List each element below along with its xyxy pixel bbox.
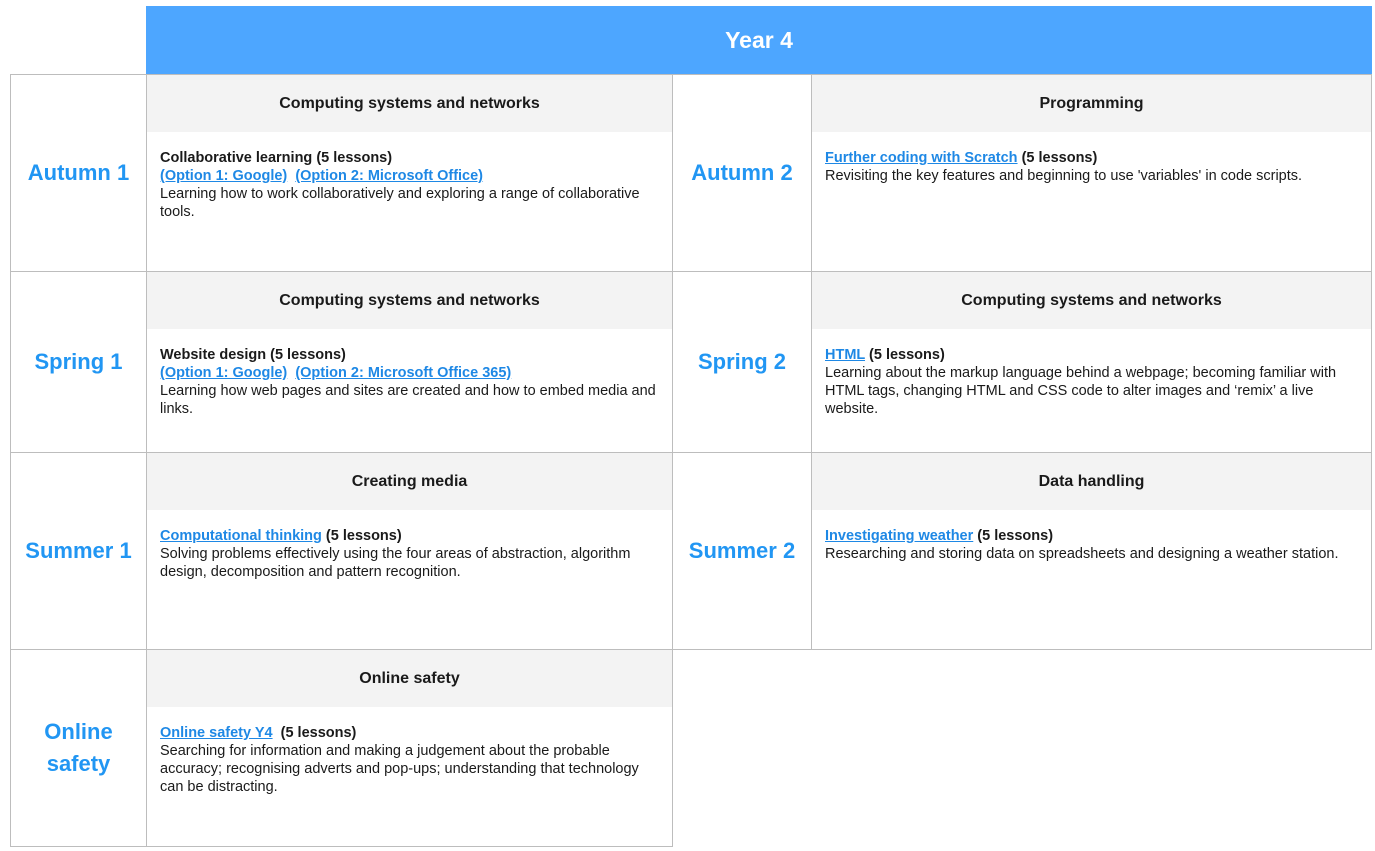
term-label-spring-2: Spring 2 xyxy=(672,271,812,453)
computational-thinking-link[interactable]: Computational thinking xyxy=(160,528,322,544)
year-header xyxy=(146,6,1372,74)
strand-heading: Computing systems and networks xyxy=(812,272,1371,329)
unit-cell-autumn-2 xyxy=(811,74,1372,272)
option-1-google-link[interactable]: (Option 1: Google) xyxy=(160,168,288,184)
online-safety-y4-link[interactable]: Online safety Y4 xyxy=(160,725,273,741)
term-label-summer-1: Summer 1 xyxy=(10,452,147,650)
unit-cell-autumn-1 xyxy=(146,74,673,272)
further-coding-scratch-link[interactable]: Further coding with Scratch xyxy=(825,150,1018,166)
option-2-microsoft-link[interactable]: (Option 2: Microsoft Office 365) xyxy=(295,365,512,381)
lesson-count: (5 lessons) xyxy=(1017,150,1098,166)
lesson-count: (5 lessons) xyxy=(312,150,393,166)
unit-description: Revisiting the key features and beginning to use 'variables' in code scripts. xyxy=(825,168,1303,184)
unit-cell-spring-2 xyxy=(811,271,1372,453)
unit-cell-summer-1 xyxy=(146,452,673,650)
lesson-count: (5 lessons) xyxy=(272,725,357,741)
term-label-spring-1: Spring 1 xyxy=(10,271,147,453)
lesson-count: (5 lessons) xyxy=(973,528,1054,544)
unit-details xyxy=(812,510,1371,563)
unit-title: Collaborative learning xyxy=(160,150,313,166)
unit-cell-online-safety xyxy=(146,649,673,847)
term-label-summer-2: Summer 2 xyxy=(672,452,812,650)
unit-details xyxy=(812,329,1371,418)
unit-cell-summer-2 xyxy=(811,452,1372,650)
investigating-weather-link[interactable]: Investigating weather xyxy=(825,528,974,544)
unit-description: Researching and storing data on spreadsheets and designing a weather station. xyxy=(825,546,1339,562)
unit-cell-spring-1 xyxy=(146,271,673,453)
unit-details xyxy=(147,329,672,418)
strand-heading: Data handling xyxy=(812,453,1371,510)
unit-description: Learning how web pages and sites are created and how to embed media and links. xyxy=(160,383,656,417)
option-2-microsoft-link[interactable]: (Option 2: Microsoft Office) xyxy=(295,168,484,184)
lesson-count: (5 lessons) xyxy=(321,528,402,544)
strand-heading: Computing systems and networks xyxy=(147,75,672,132)
unit-details xyxy=(812,132,1371,185)
term-label-online-safety: Online safety xyxy=(10,649,147,847)
strand-heading: Programming xyxy=(812,75,1371,132)
strand-heading: Online safety xyxy=(147,650,672,707)
lesson-count: (5 lessons) xyxy=(865,347,945,363)
unit-details xyxy=(147,132,672,221)
unit-description: Searching for information and making a judgement about the probable accuracy; recognising adverts and pop-ups; understanding that technology can be distracting. xyxy=(160,743,639,795)
term-label-autumn-2: Autumn 2 xyxy=(672,74,812,272)
option-1-google-link[interactable]: (Option 1: Google) xyxy=(160,365,288,381)
strand-heading: Creating media xyxy=(147,453,672,510)
html-unit-link[interactable]: HTML xyxy=(825,347,866,363)
unit-details xyxy=(147,510,672,581)
unit-description: Learning about the markup language behind a webpage; becoming familiar with HTML tags, changing HTML and CSS code to alter images and ‘remix’ a live website. xyxy=(825,365,1337,417)
year-title: Year 4 xyxy=(725,26,793,53)
unit-description: Learning how to work collaboratively and exploring a range of collaborative tools. xyxy=(160,186,640,220)
unit-description: Solving problems effectively using the four areas of abstraction, algorithm design, decomposition and pattern recognition. xyxy=(160,546,631,580)
lesson-count: (5 lessons) xyxy=(266,347,346,363)
unit-details xyxy=(147,707,672,796)
unit-title: Website design xyxy=(160,347,267,363)
term-label-autumn-1: Autumn 1 xyxy=(10,74,147,272)
strand-heading: Computing systems and networks xyxy=(147,272,672,329)
